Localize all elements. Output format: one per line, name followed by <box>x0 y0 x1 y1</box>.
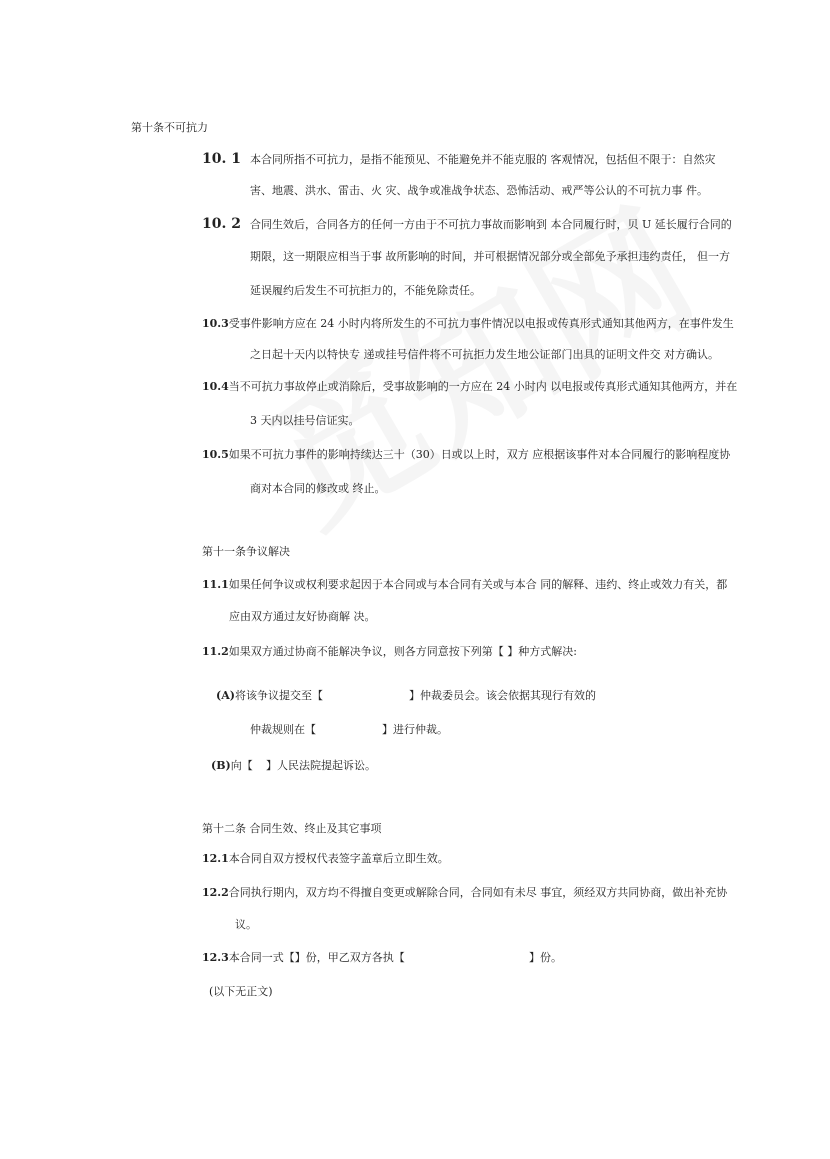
option-b-label <box>211 759 253 773</box>
section-11-title: 第十一条争议解决 <box>202 545 290 558</box>
clause-10-2-line-1: 合同生效后，合同各方的任何一方由于不可抗力事故而影响到 本合同履行时，贝 U 延长履行合同的 <box>250 218 732 231</box>
clause-10-3-line-1 <box>202 317 734 331</box>
clause-12-3-number: 12.3 <box>202 951 229 964</box>
clause-10-3-text: 受事件影响方应在 24 小时内将所发生的不可抗力事件情况以电报或传真形式通知其他两方，在事件发生 <box>228 317 734 330</box>
clause-10-3-number: 10.3 <box>202 317 229 330</box>
section-10-title: 第十条不可抗力 <box>131 121 208 134</box>
clause-12-2-number: 12.2 <box>202 886 229 899</box>
clause-11-1-line-1 <box>202 578 727 592</box>
ending-note: (以下无正文) <box>209 985 273 998</box>
clause-11-2-number: 11.2 <box>202 645 229 658</box>
clause-11-1-number: 11.1 <box>202 578 229 591</box>
clause-10-4-number: 10.4 <box>202 380 229 393</box>
clause-11-2-text: 如果双方通过协商不能解决争议，则各方同意按下列第【 】种方式解决: <box>228 645 577 658</box>
clause-10-4-line-1 <box>202 380 737 394</box>
clause-10-4-text: 当不可抗力事故停止或消除后，受事故影响的一方应在 24 小时内 以电报或传真形式通知其他两方，并在 <box>228 380 738 393</box>
option-b-text-2: 】人民法院提起诉讼。 <box>266 759 376 772</box>
clause-10-3-line-2: 之日起十天内以特快专 递或挂号信件将不可抗拒力发生地公证部门出具的证明文件交 对方确认。 <box>250 348 719 361</box>
clause-10-5-text: 如果不可抗力事件的影响持续达三十（30）日或以上时，双方 应根据该事件对本合同履行的影响程度协 <box>228 448 731 461</box>
option-b-text-1: 向【 <box>230 759 253 772</box>
clause-10-2-line-3: 延误履约后发生不可抗拒力的，不能免除责任。 <box>250 284 481 297</box>
clause-10-1-line-1: 本合同所指不可抗力，是指不能预见、不能避免并不能克服的 客观情况，包括但不限于：自然灾 <box>250 153 716 166</box>
clause-12-3-text-2: 】份。 <box>529 951 562 964</box>
option-a-text-1: 将该争议提交至【 <box>234 689 323 702</box>
clause-11-1-text: 如果任何争议或权利要求起因于本合同或与本合同有关或与本合 同的解释、违约、终止或效力有关，都 <box>228 578 728 591</box>
clause-12-2-line-1 <box>202 886 727 900</box>
clause-12-1-line-1 <box>202 852 449 866</box>
option-a-line-2a: 仲裁规则在【 <box>250 723 316 736</box>
clause-11-1-line-2: 应由双方通过友好协商解 决。 <box>229 610 376 623</box>
clause-10-5-line-2: 商对本合同的修改或 终止。 <box>250 482 386 495</box>
option-a-line-2b: 】进行仲裁。 <box>382 723 448 736</box>
clause-12-3-line-1 <box>202 951 405 965</box>
clause-12-2-text: 合同执行期内，双方均不得擅自变更或解除合同，合同如有未尽 事宜，须经双方共同协商，做出补充协 <box>228 886 728 899</box>
option-a-text-2: 】仲裁委员会。该会依据其现行有效的 <box>409 689 596 702</box>
clause-12-3-text-1: 本合同一式【】份，甲乙双方各执【 <box>228 951 405 964</box>
clause-11-2-line-1 <box>202 645 577 659</box>
option-a-marker: (A) <box>216 689 235 702</box>
clause-10-5-number: 10.5 <box>202 448 229 461</box>
clause-10-4-line-2: 3 天内以挂号信证实。 <box>250 414 360 427</box>
section-12-title: 第十二条 合同生效、终止及其它事项 <box>202 822 382 835</box>
clause-10-1-line-2: 害、地震、洪水、雷击、火 灾、战争或准战争状态、恐怖活动、戒严等公认的不可抗力事 件。 <box>250 184 708 197</box>
clause-12-2-line-2: 议。 <box>235 918 257 931</box>
option-a-label <box>216 689 323 703</box>
option-b-marker: (B) <box>211 759 231 772</box>
clause-12-1-number: 12.1 <box>202 852 229 865</box>
clause-12-1-text: 本合同自双方授权代表签字盖章后立即生效。 <box>228 852 449 865</box>
clause-10-2-line-2: 期限，这一期限应相当于事 故所影响的时间，并可根据情况部分或全部免予承担违约责任， 但一方 <box>250 250 730 263</box>
clause-10-2-number: 10. 2 <box>202 216 241 232</box>
clause-10-5-line-1 <box>202 448 730 462</box>
clause-10-1-number: 10. 1 <box>202 151 241 167</box>
